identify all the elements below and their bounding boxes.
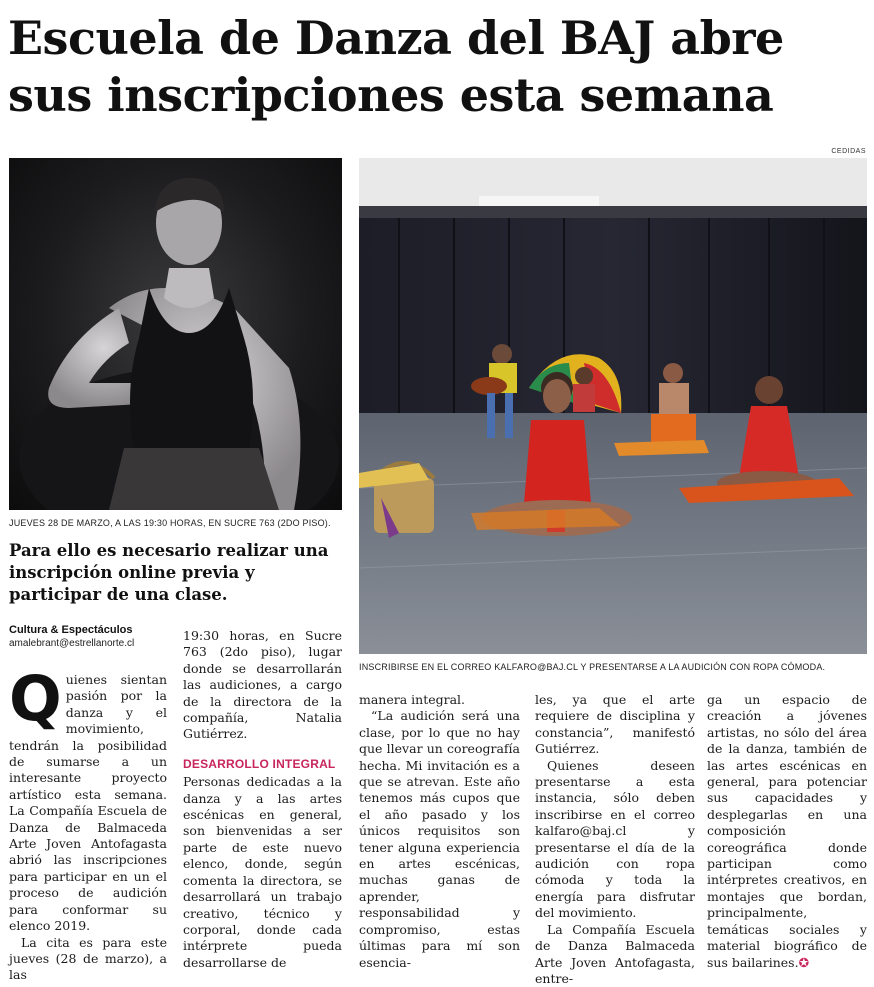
article-paragraph: manera integral. — [359, 692, 466, 707]
right-photo-caption: INSCRIBIRSE EN EL CORREO KALFARO@BAJ.CL Y PRESENTARSE A LA AUDICIÓN CON ROPA CÓMODA. — [359, 662, 826, 672]
headline — [8, 10, 868, 124]
article-column-1 — [9, 662, 167, 984]
pull-quote: Para ello es necesario realizar una inscripción online previa y participar de una clase. — [9, 541, 329, 604]
left-photo-caption: JUEVES 28 DE MARZO, A LAS 19:30 HORAS, EN SUCRE 763 (2DO PISO). — [9, 518, 331, 528]
studio-scene-illustration — [359, 158, 867, 654]
dancer-portrait-photo — [9, 158, 342, 510]
article-column-5 — [707, 692, 867, 971]
article-column-3 — [359, 692, 520, 971]
section-subhead: DESARROLLO INTEGRAL — [183, 756, 336, 771]
article-paragraph: Personas dedicadas a la danza y a las artes escénicas en general, son bienvenidas a ser parte de este nuevo elenco, donde, según comenta la directora, se desarrollará un trabajo creativo, técnico y corporal, donde cada intérprete pueda desarrollarse de — [183, 774, 342, 970]
article-column-2 — [183, 628, 342, 971]
article-paragraph: les, ya que el arte requiere de disciplina y constancia”, manifestó Gutiérrez. — [535, 692, 695, 757]
photo-credit: CEDIDAS — [831, 148, 866, 155]
drop-cap: Q — [9, 662, 62, 735]
article-paragraph: “La audición será una clase, por lo que no hay que llevar un coreografía hecha. Mi invitación es a que se atrevan. Este año tenemos más cupos que el año pasado y los únicos requisitos son tener alguna experiencia en artes escénicas, muchas ganas de aprender, responsabilidad y compromiso, estas últimas para mí son esencia- — [359, 708, 520, 970]
end-mark-icon: ✪ — [798, 954, 810, 970]
article-paragraph: ga un espacio de creación a jóvenes artistas, no sólo del área de la danza, también de las artes escénicas en general, para potenciar sus capacidades y desplegarlas en una composición coreográfica donde participan como intérpretes creativos, en montajes que bordan, principalmente, temáticas sociales y material biográfico de sus bailarines. — [707, 692, 867, 970]
article-column-4 — [535, 692, 695, 987]
article-paragraph: uienes sientan pasión por la danza y el movimiento, tendrán la posibilidad de sumarse a un interesante proyecto artístico esta semana. La Compañía Escuela de Danza de Balmaceda Arte Joven Antofagasta abrió las inscripciones para participar en un el proceso de audición para conformar su elenco 2019. — [9, 672, 167, 934]
byline-section: Cultura & Espectáculos — [9, 624, 133, 636]
dance-studio-photo — [359, 158, 867, 654]
headline-line-1: Escuela de Danza del BAJ abre — [8, 11, 784, 65]
article-paragraph: La Compañía Escuela de Danza Balmaceda Arte Joven Antofagasta, entre- — [535, 921, 695, 986]
article-paragraph: 19:30 horas, en Sucre 763 (2do piso), lugar donde se desarrollarán las audiciones, a cargo de la directora de la compañía, Natalia Gutiérrez. — [183, 628, 342, 742]
article-paragraph: La cita es para este jueves (28 de marzo), a las — [9, 934, 167, 983]
dancer-illustration — [9, 158, 342, 510]
article-paragraph: Quienes deseen presentarse a esta instancia, sólo deben inscribirse en el correo kalfaro@baj.cl y presentarse el día de la audición con ropa cómoda y toda la energía para disfrutar del movimiento. — [535, 757, 695, 921]
headline-line-2: sus inscripciones esta semana — [8, 68, 774, 122]
byline-email[interactable]: amalebrant@estrellanorte.cl — [9, 638, 135, 649]
